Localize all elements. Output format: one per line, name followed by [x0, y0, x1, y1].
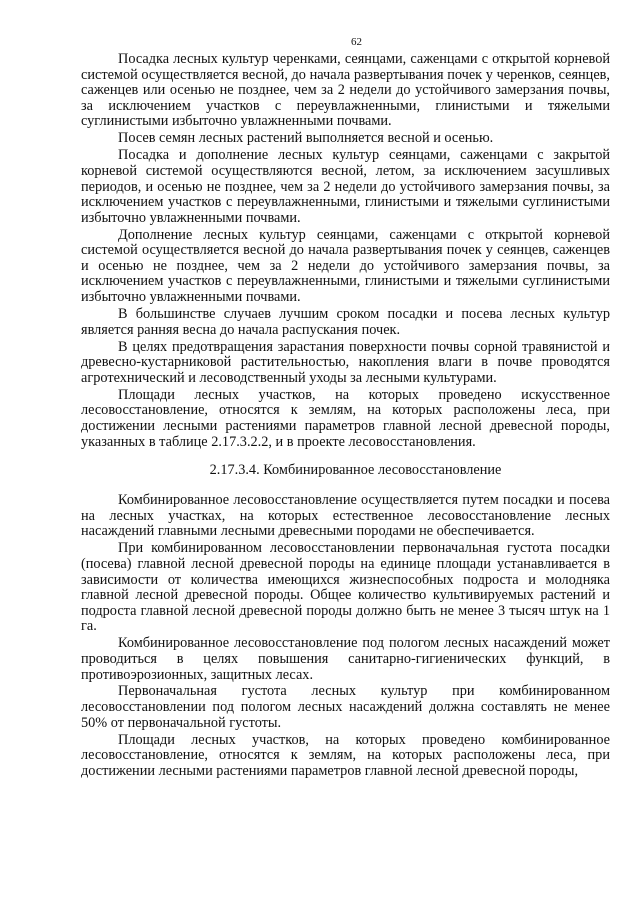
section-bottom: [81, 493, 610, 779]
paragraph-planting-closed-roots: Посадка и дополнение лесных культур сеянцами, саженцами с закрытой корневой системой осуществляются весной, летом, за исключением засушливых периодов, и осенью не позднее, чем за 2 недели до устойчивого замерзания почвы, за исключением участков с переувлажненными, глинистыми и тяжелыми суглинистыми избыточно увлажненными почвами.: [81, 147, 610, 226]
paragraph-planting-open-roots: Посадка лесных культур черенками, сеянцами, саженцами с открытой корневой системой осуществляется весной, до начала развертывания почек у черенков, сеянцев, саженцев или осенью не позднее, чем за 2 недели до устойчивого замерзания почвы, за исключением участков с переувлажненными, глинистыми и тяжелыми суглинистыми избыточно увлажненными почвами.: [81, 51, 610, 130]
paragraph-artificial-areas: Площади лесных участков, на которых проведено искусственное лесовосстановление, относятся к землям, на которых расположены леса, при достижении лесными растениями параметров главной лесной древесной породы, указанных в таблице 2.17.3.2.2, и в проекте лесовосстановления.: [81, 386, 610, 450]
paragraph-supplement-open-roots: Дополнение лесных культур сеянцами, саженцами с открытой корневой системой осуществляется весной до начала развертывания почек у сеянцев, саженцев и осенью не позднее, чем за 2 недели до устойчивого замерзания почвы, за исключением участков с переувлажненными, глинистыми и тяжелыми суглинистыми избыточно увлажненными почвами.: [81, 226, 610, 306]
paragraph-seed-sowing: Посев семян лесных растений выполняется весной и осенью.: [118, 130, 494, 147]
paragraph-best-timing: В большинстве случаев лучшим сроком посадки и посева лесных культур является ранняя весна до начала распускания почек.: [81, 306, 610, 338]
paragraph-combined-definition: Комбинированное лесовосстановление осуществляется путем посадки и посева на лесных участках, на которых естественное лесовосстановление лесных насаждений главными лесными древесными породами не обеспечивается.: [81, 492, 610, 540]
paragraph-combined-areas: Площади лесных участков, на которых проведено комбинированное лесовосстановление, относятся к землям, на которых расположены леса, при достижении лесными растениями параметров главной лесной древесной породы,: [81, 731, 610, 779]
paragraph-under-canopy: Комбинированное лесовосстановление под пологом лесных насаждений может проводиться в целях повышения санитарно-гигиенических функций, в противоэрозионных, защитных лесах.: [81, 635, 610, 683]
section-top: [81, 52, 610, 450]
paragraph-initial-density: Первоначальная густота лесных культур при комбинированном лесовосстановлении под пологом лесных насаждений должна составлять не менее 50% от первоначальной густоты.: [81, 683, 610, 731]
page-number: 62: [351, 36, 362, 48]
paragraph-care: В целях предотвращения зарастания поверхности почвы сорной травянистой и древесно-кустарниковой растительностью, накопления влаги в почве проводятся агротехнический и лесоводственный уходы за лесными культурами.: [81, 338, 610, 386]
paragraph-combined-density: При комбинированном лесовосстановлении первоначальная густота посадки (посева) главной лесной древесной породы на единице площади устанавливается в зависимости от количества имеющихся жизнеспособных подроста и молодняка главной лесной древесной породы. Общее количество культивируемых растений и подроста главной лесной древесной породы должно быть не менее 3 тысяч штук на 1 га.: [81, 540, 610, 635]
section-heading: 2.17.3.4. Комбинированное лесовосстановление: [209, 462, 502, 479]
